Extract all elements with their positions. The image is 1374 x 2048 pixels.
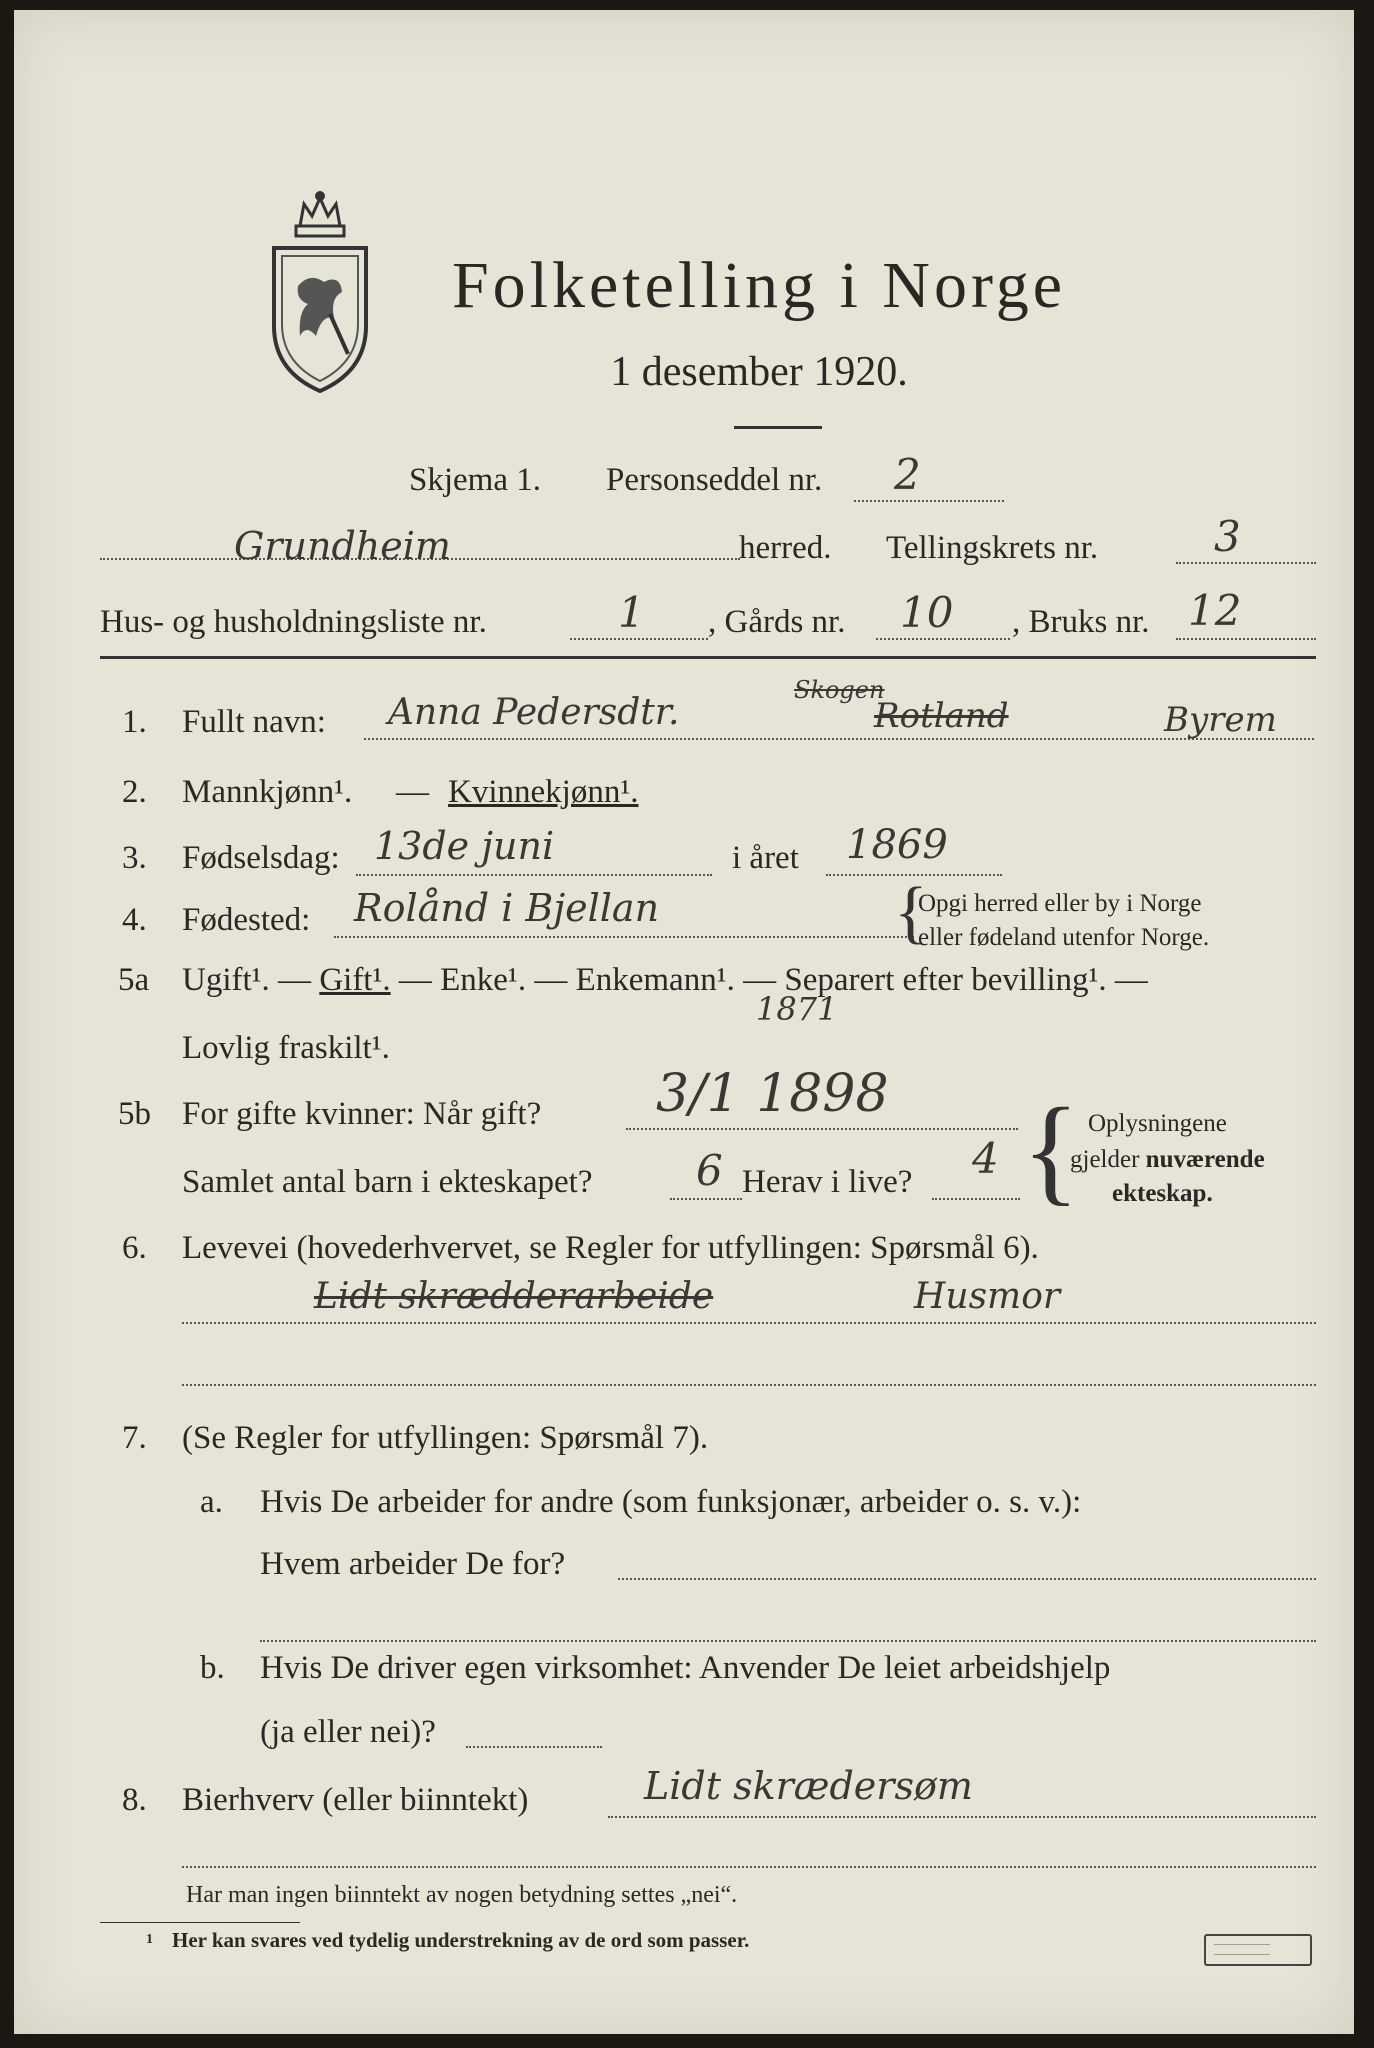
q5a-fraskilt-option[interactable]: Lovlig fraskilt¹. [182, 1030, 390, 1066]
q5b-note-gjelder: gjelder [1070, 1146, 1146, 1173]
q7a-line-2[interactable] [260, 1640, 1316, 1642]
q1-name-value[interactable]: Anna Pedersdtr. [388, 692, 680, 733]
bruks-label: , Bruks nr. [1012, 604, 1150, 640]
bruks-nr-line [1176, 638, 1316, 640]
q8-label: Bierhverv (eller biinntekt) [182, 1782, 529, 1818]
q4-note-line2: eller fødeland utenfor Norge. [918, 924, 1210, 951]
q1-label: Fullt navn: [182, 704, 326, 740]
q1-number: 1. [122, 704, 147, 740]
q5b-brace: { [1022, 1083, 1080, 1216]
q5b-married-value[interactable]: 3/1 1898 [656, 1064, 889, 1124]
q6-label: Levevei (hovederhvervet, se Regler for utfyllingen: Spørsmål 6). [182, 1230, 1039, 1266]
person-label: Personseddel nr. [606, 462, 823, 498]
herred-label: herred. [739, 530, 832, 566]
gards-nr-line [876, 638, 1010, 640]
q8-value[interactable]: Lidt skrædersøm [644, 1764, 973, 1808]
q5a-options [182, 962, 1148, 999]
q5b-note-nuvaerende: nuværende [1145, 1146, 1265, 1173]
header-rule [100, 656, 1316, 659]
q5a-other-options[interactable]: — Enke¹. — Enkemann¹. — Separert efter bevilling¹. — [390, 962, 1148, 998]
krets-nr-value[interactable]: 3 [1214, 512, 1241, 561]
q2-number: 2. [122, 774, 147, 810]
q3-day-line [356, 874, 712, 876]
q7a-text: Hvis De arbeider for andre (som funksjonær, arbeider o. s. v.): [260, 1484, 1082, 1520]
household-list-value[interactable]: 1 [618, 588, 645, 637]
q4-value[interactable]: Rolånd i Bjellan [354, 886, 660, 930]
q2-male-option[interactable]: Mannkjønn¹. [182, 774, 353, 810]
q3-label: Fødselsdag: [182, 840, 340, 876]
q5b-children-line [670, 1198, 742, 1200]
q5b-note-line3: ekteskap. [1112, 1180, 1213, 1207]
q8-line [608, 1816, 1316, 1818]
footnote-rule [100, 1922, 300, 1923]
form-title: Folketelling i Norge [451, 249, 1067, 322]
q7a-question: Hvem arbeider De for? [260, 1546, 566, 1582]
q4-label: Fødested: [182, 902, 311, 938]
q5b-children-value[interactable]: 6 [696, 1146, 723, 1195]
q8-number: 8. [122, 1782, 147, 1818]
q3-number: 3. [122, 840, 147, 876]
q4-note-line1: Opgi herred eller by i Norge [918, 890, 1202, 917]
schema-label: Skjema 1. [409, 462, 541, 498]
q7-number: 7. [122, 1420, 147, 1456]
q7b-marker: b. [200, 1650, 225, 1686]
q5b-alive-value[interactable]: 4 [972, 1134, 999, 1183]
q7b-text: Hvis De driver egen virksomhet: Anvender De leiet arbeidshjelp [260, 1650, 1111, 1686]
title-divider [734, 426, 822, 429]
q4-brace: { [894, 874, 928, 951]
q5b-alive-label: Herav i live? [742, 1164, 913, 1200]
q1-struck-name-1: Skogen [794, 676, 885, 704]
q5b-married-label: For gifte kvinner: Når gift? [182, 1096, 542, 1132]
q5b-note-line2 [1070, 1146, 1265, 1174]
q2-dash: — [396, 774, 429, 810]
household-list-label: Hus- og husholdningsliste nr. [100, 604, 487, 640]
q5b-alive-line [932, 1198, 1020, 1200]
q5a-number: 5a [118, 962, 150, 998]
q3-day-value[interactable]: 13de juni [374, 824, 555, 868]
nei-instruction: Har man ingen biinntekt av nogen betydning settes „nei“. [186, 1882, 738, 1908]
krets-nr-line [1176, 562, 1316, 564]
person-nr-value[interactable]: 2 [894, 450, 921, 499]
printer-stamp: ‒‒‒‒‒‒‒‒‒‒‒‒‒‒ ‒‒‒‒‒‒‒‒‒‒‒‒‒‒ [1204, 1934, 1312, 1966]
q7a-line[interactable] [618, 1578, 1316, 1580]
household-list-line [570, 638, 708, 640]
q5a-annotation: 1871 [756, 990, 838, 1028]
gards-nr-value[interactable]: 10 [900, 588, 954, 637]
footnote-text: Her kan svares ved tydelig understrekning av de ord som passer. [172, 1928, 750, 1952]
q7a-marker: a. [200, 1484, 223, 1520]
q3-year-label: i året [732, 840, 799, 876]
footnote-marker: 1 [146, 1932, 153, 1947]
gards-label: , Gårds nr. [708, 604, 846, 640]
q5b-married-line [626, 1128, 1018, 1130]
q8-line-2[interactable] [182, 1866, 1316, 1868]
person-nr-line [854, 500, 1004, 502]
q5a-ugift-option[interactable]: Ugift¹. — [182, 962, 320, 998]
census-form [14, 10, 1354, 2034]
q4-number: 4. [122, 902, 147, 938]
krets-label: Tellingskrets nr. [886, 530, 1099, 566]
herred-value[interactable]: Grundheim [234, 524, 451, 568]
q4-line [334, 936, 914, 938]
q5b-note-line1: Oplysningene [1088, 1110, 1227, 1137]
q1-name-value-2[interactable]: Byrem [1164, 700, 1277, 740]
census-date: 1 desember 1920. [610, 349, 908, 395]
q5b-children-label: Samlet antal barn i ekteskapet? [182, 1164, 593, 1200]
q7b-line[interactable] [466, 1746, 602, 1748]
q7-label: (Se Regler for utfyllingen: Spørsmål 7). [182, 1420, 709, 1456]
q6-number: 6. [122, 1230, 147, 1266]
q3-year-value[interactable]: 1869 [846, 822, 948, 868]
bruks-nr-value[interactable]: 12 [1188, 586, 1242, 635]
q6-struck-value: Lidt skrædderarbeide [314, 1276, 714, 1317]
q6-line-1 [182, 1322, 1316, 1324]
q5b-number: 5b [118, 1096, 151, 1132]
q6-line-2 [182, 1384, 1316, 1386]
q1-struck-name-2: Rotland [874, 696, 1009, 736]
q2-female-option[interactable]: Kvinnekjønn¹. [448, 774, 639, 810]
q7b-question: (ja eller nei)? [260, 1714, 436, 1750]
q6-value[interactable]: Husmor [914, 1276, 1061, 1317]
q5a-gift-option[interactable]: Gift¹. [319, 962, 391, 998]
